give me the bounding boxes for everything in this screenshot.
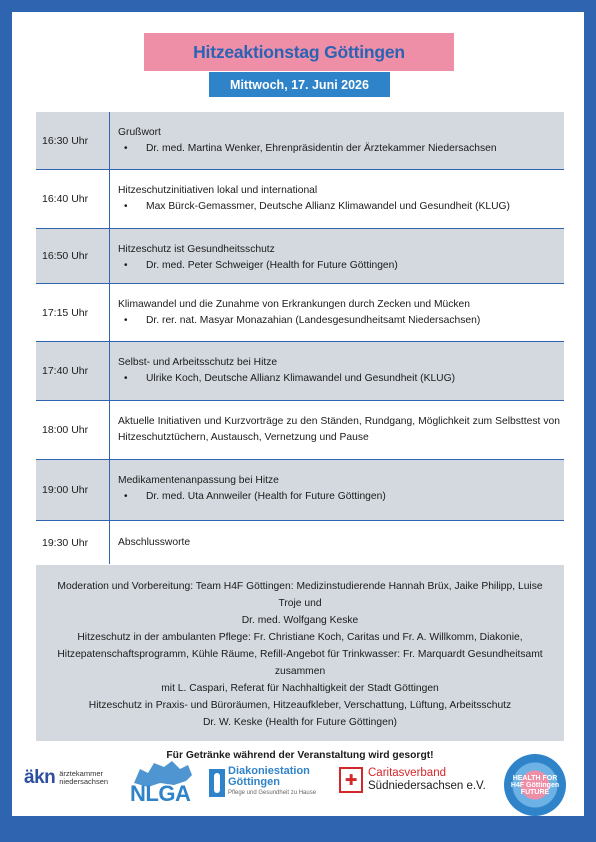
frame-left — [0, 0, 12, 842]
schedule-title: Grußwort — [118, 127, 161, 138]
schedule-title: Aktuelle Initiativen und Kurzvorträge zu den Ständen, Rundgang, Möglichkeit zum Selbsttest von Hitzeschutztüchern, Austausch, Vernetzung und Pause — [118, 416, 560, 443]
nlga-wordmark: NLGA — [130, 781, 191, 806]
schedule-row — [36, 460, 564, 521]
diakonie-text — [228, 766, 316, 799]
aekn-line2: niedersachsen — [59, 777, 109, 786]
schedule-row — [36, 170, 564, 229]
schedule-title: Selbst- und Arbeitsschutz bei Hitze — [118, 357, 278, 368]
h4f-bottom: FUTURE — [520, 788, 550, 796]
schedule-speaker: • Dr. rer. nat. Masyar Monazahian (Landesgesundheitsamt Niedersachsen) — [124, 313, 560, 329]
schedule-content — [110, 401, 564, 459]
schedule-title: Abschlussworte — [118, 536, 191, 548]
schedule-time: 16:40 Uhr — [36, 170, 110, 228]
drinks-note: Für Getränke während der Veranstaltung wird gesorgt! — [166, 750, 434, 761]
frame-top — [0, 0, 596, 12]
schedule-content — [110, 170, 564, 228]
schedule-row — [36, 342, 564, 401]
caritas-line2: Südniedersachsen e.V. — [368, 780, 486, 792]
schedule-time: 17:40 Uhr — [36, 342, 110, 400]
schedule-content — [110, 229, 564, 283]
schedule-time: 18:00 Uhr — [36, 401, 110, 459]
schedule-title: Hitzeschutzinitiativen lokal und international — [118, 185, 318, 196]
aekn-mark: äkn — [24, 767, 56, 788]
info-line: Dr. med. Wolfgang Keske — [241, 615, 359, 626]
aekn-text — [59, 770, 108, 786]
schedule-speaker: • Dr. med. Uta Annweiler (Health for Future Göttingen) — [124, 489, 560, 505]
schedule-title: Medikamentenanpassung bei Hitze — [118, 475, 279, 486]
schedule-speaker: • Dr. med. Peter Schweiger (Health for Future Göttingen) — [124, 258, 560, 274]
caritas-logo — [339, 767, 486, 793]
schedule-title: Klimawandel und die Zunahme von Erkrankungen durch Zecken und Mücken — [118, 299, 471, 310]
schedule-row — [36, 521, 564, 564]
schedule-content — [110, 521, 564, 564]
caritas-line1: Caritasverband — [368, 767, 446, 779]
info-box — [36, 565, 564, 761]
caritas-flame-icon: ✚ — [339, 767, 363, 793]
page-title-box — [144, 33, 454, 71]
caritas-text — [368, 767, 486, 793]
schedule-time: 16:50 Uhr — [36, 229, 110, 283]
partner-logos — [24, 752, 572, 816]
frame-right — [584, 0, 596, 842]
info-line: Moderation und Vorbereitung: Team H4F Göttingen: Medizinstudierende Hannah Brüx, Jaike Philipp, Luise Troje und — [57, 581, 543, 609]
nlga-logo — [130, 759, 214, 807]
info-line: mit L. Caspari, Referat für Nachhaltigkeit der Stadt Göttingen — [161, 683, 439, 694]
diakonie-line2: Göttingen — [228, 776, 280, 788]
diakonie-cross-icon — [209, 769, 225, 797]
frame-bottom — [0, 816, 596, 842]
diakonie-line1: Diakoniestation — [228, 765, 310, 777]
schedule-speaker: • Ulrike Koch, Deutsche Allianz Klimawandel und Gesundheit (KLUG) — [124, 371, 560, 387]
h4f-mid: H4F Göttingen — [510, 781, 560, 789]
h4f-top: HEALTH FOR — [512, 774, 558, 782]
schedule-time: 19:00 Uhr — [36, 460, 110, 520]
aekn-line1: ärztekammer — [59, 769, 104, 778]
schedule-row — [36, 112, 564, 170]
h4f-text — [511, 775, 559, 796]
schedule-content — [110, 284, 564, 341]
schedule-time: 19:30 Uhr — [36, 521, 110, 564]
info-line: Hitzeschutz in der ambulanten Pflege: Fr. Christiane Koch, Caritas und Fr. A. Willkomm, Diakonie, — [77, 632, 523, 643]
schedule-row — [36, 401, 564, 460]
schedule-content — [110, 342, 564, 400]
info-line: Dr. W. Keske (Health for Future Göttingen) — [202, 717, 397, 728]
schedule-title: Hitzeschutz ist Gesundheitsschutz — [118, 244, 275, 255]
event-date: Mittwoch, 17. Juni 2026 — [230, 77, 369, 92]
health-for-future-logo — [504, 754, 566, 816]
diakonie-logo — [209, 766, 316, 799]
schedule-content — [110, 112, 564, 169]
schedule-time: 17:15 Uhr — [36, 284, 110, 341]
page-title: Hitzeaktionstag Göttingen — [193, 41, 405, 62]
schedule-speaker: • Dr. med. Martina Wenker, Ehrenpräsidentin der Ärztekammer Niedersachsen — [124, 141, 560, 157]
date-box — [209, 72, 390, 97]
schedule-time: 16:30 Uhr — [36, 112, 110, 169]
schedule-row — [36, 229, 564, 284]
schedule-table — [36, 112, 564, 564]
aekn-logo — [24, 767, 108, 789]
schedule-content — [110, 460, 564, 520]
diakonie-sub: Pflege und Gesundheit zu Hause — [228, 790, 317, 796]
info-line: Hitzeschutz in Praxis- und Büroräumen, Hitzeaufkleber, Verschattung, Lüftung, Arbeitsschutz — [88, 700, 512, 711]
schedule-row — [36, 284, 564, 342]
info-line: Hitzepatenschaftsprogramm, Kühle Räume, Refill-Angebot für Trinkwasser: Fr. Marquardt Gesundheitsamt zusammen — [57, 649, 543, 677]
schedule-speaker: • Max Bürck-Gemassmer, Deutsche Allianz Klimawandel und Gesundheit (KLUG) — [124, 199, 560, 215]
